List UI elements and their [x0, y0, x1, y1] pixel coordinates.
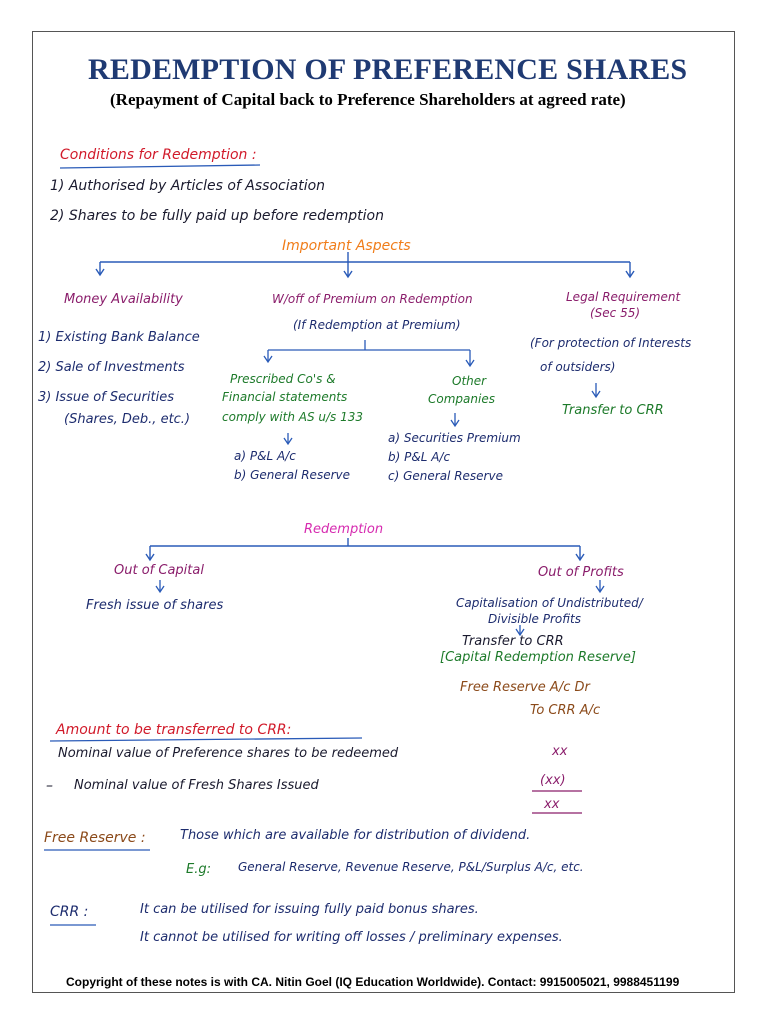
- crr-label: CRR :: [50, 904, 89, 920]
- redemption-heading: Redemption: [304, 522, 384, 537]
- money-item: (Shares, Deb., etc.): [64, 412, 191, 427]
- prescribed-cos-label: comply with AS u/s 133: [222, 410, 364, 424]
- free-reserve-examples: General Reserve, Revenue Reserve, P&L/Surplus A/c, etc.: [238, 860, 584, 874]
- out-of-capital-heading: Out of Capital: [114, 563, 204, 578]
- prescribed-cos-label: Prescribed Co's &: [230, 372, 336, 386]
- amount-value: (xx): [540, 773, 566, 788]
- other-item: b) P&L A/c: [388, 450, 451, 464]
- page-subtitle: (Repayment of Capital back to Preference Shareholders at agreed rate): [110, 90, 626, 109]
- out-of-profits-item: Divisible Profits: [488, 612, 581, 626]
- free-reserve-eg-label: E.g:: [186, 862, 211, 877]
- legal-requirement-heading: Legal Requirement: [566, 290, 681, 304]
- money-item: 3) Issue of Securities: [38, 390, 174, 405]
- page-title: REDEMPTION OF PREFERENCE SHARES: [88, 53, 688, 86]
- amount-value: xx: [552, 744, 568, 759]
- other-item: c) General Reserve: [388, 469, 503, 483]
- out-of-capital-item: Fresh issue of shares: [86, 598, 224, 613]
- crr-full-form: [Capital Redemption Reserve]: [440, 650, 636, 665]
- free-reserve-definition: Those which are available for distribution of dividend.: [180, 828, 531, 843]
- transfer-to-crr: Transfer to CRR: [462, 634, 564, 649]
- page-frame: [32, 31, 735, 993]
- conditions-heading: Conditions for Redemption :: [60, 147, 257, 163]
- other-companies-label: Other: [452, 374, 487, 388]
- prescribed-item: b) General Reserve: [234, 468, 350, 482]
- amount-heading: Amount to be transferred to CRR:: [56, 722, 292, 738]
- amount-total: xx: [544, 797, 560, 812]
- woff-subheading: (If Redemption at Premium): [293, 318, 461, 332]
- legal-note: (For protection of Interests: [530, 336, 692, 350]
- legal-action: Transfer to CRR: [562, 403, 664, 418]
- woff-heading: W/off of Premium on Redemption: [272, 292, 473, 306]
- other-companies-label: Companies: [428, 392, 495, 406]
- footer-copyright: Copyright of these notes is with CA. Nitin Goel (IQ Education Worldwide). Contact: 9915005021, 9988451199: [66, 975, 680, 989]
- amount-line: Nominal value of Preference shares to be redeemed: [58, 746, 399, 761]
- important-aspects-heading: Important Aspects: [282, 238, 411, 254]
- legal-section: (Sec 55): [590, 306, 641, 320]
- out-of-profits-item: Capitalisation of Undistributed/: [456, 596, 643, 610]
- journal-entry-credit: To CRR A/c: [530, 703, 601, 718]
- minus-sign: –: [46, 778, 53, 794]
- prescribed-item: a) P&L A/c: [234, 449, 296, 463]
- crr-note-line: It cannot be utilised for writing off losses / preliminary expenses.: [140, 930, 563, 945]
- legal-note: of outsiders): [540, 360, 616, 374]
- crr-note-line: It can be utilised for issuing fully paid bonus shares.: [140, 902, 479, 917]
- money-item: 1) Existing Bank Balance: [38, 330, 200, 345]
- other-item: a) Securities Premium: [388, 431, 521, 445]
- out-of-profits-heading: Out of Profits: [538, 565, 624, 580]
- amount-line: Nominal value of Fresh Shares Issued: [74, 778, 319, 793]
- condition-item: 1) Authorised by Articles of Association: [50, 178, 326, 194]
- condition-item: 2) Shares to be fully paid up before redemption: [50, 208, 384, 224]
- free-reserve-label: Free Reserve :: [44, 830, 146, 846]
- money-item: 2) Sale of Investments: [38, 360, 185, 375]
- money-availability-heading: Money Availability: [64, 292, 183, 307]
- journal-entry-debit: Free Reserve A/c Dr: [460, 680, 590, 695]
- prescribed-cos-label: Financial statements: [222, 390, 348, 404]
